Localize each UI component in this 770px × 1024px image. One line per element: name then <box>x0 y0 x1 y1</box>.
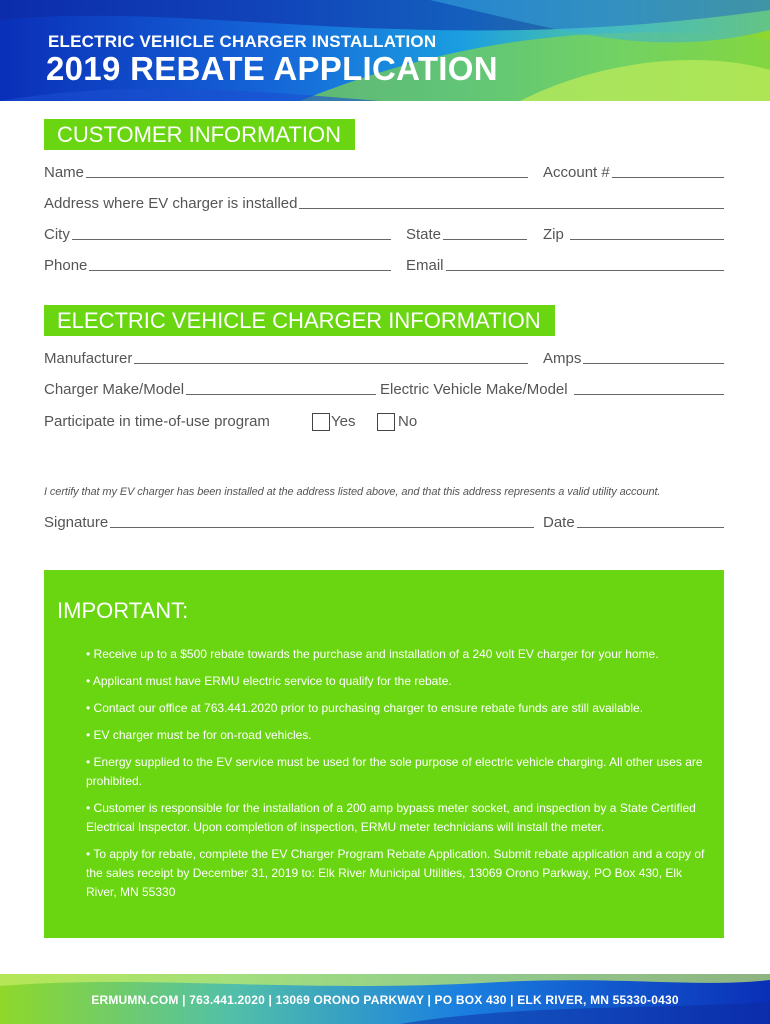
important-box <box>44 570 724 938</box>
date-field[interactable] <box>543 514 724 531</box>
manufacturer-line[interactable] <box>134 362 528 364</box>
account-line[interactable] <box>612 176 724 178</box>
zip-label: Zip <box>543 226 564 243</box>
ev-model-label: Electric Vehicle Make/Model <box>380 381 568 398</box>
manufacturer-field[interactable] <box>44 350 528 367</box>
important-item: • To apply for rebate, complete the EV Charger Program Rebate Application. Submit rebate application and a copy of the sales receipt by December 31, 2019 to: Elk River Municipal Utilities, 13069 Orono Parkway, PO Box 430, Elk River, MN 55330 <box>86 847 705 899</box>
header-title: 2019 REBATE APPLICATION <box>46 50 498 87</box>
important-item: • Receive up to a $500 rebate towards the purchase and installation of a 240 volt EV charger for your home. <box>86 647 659 661</box>
state-label: State <box>406 226 442 243</box>
yes-label: Yes <box>331 413 356 430</box>
date-line[interactable] <box>577 526 724 528</box>
no-checkbox[interactable] <box>377 413 395 431</box>
phone-line[interactable] <box>89 269 391 271</box>
zip-field[interactable] <box>543 226 724 243</box>
footer-banner <box>0 974 770 1024</box>
header-subtitle: ELECTRIC VEHICLE CHARGER INSTALLATION <box>48 32 437 51</box>
city-line[interactable] <box>72 238 391 240</box>
amps-field[interactable] <box>543 350 724 367</box>
important-item: • Customer is responsible for the installation of a 200 amp bypass meter socket, and inspection by a State Certified Electrical Inspector. Upon completion of inspection, ERMU meter technicians will install the meter. <box>86 801 696 834</box>
name-line[interactable] <box>86 176 528 178</box>
important-item: • Applicant must have ERMU electric service to qualify for the rebate. <box>86 674 452 688</box>
phone-label: Phone <box>44 257 88 274</box>
zip-line[interactable] <box>570 238 724 240</box>
certification-statement: I certify that my EV charger has been installed at the address listed above, and that this address represents a valid utility account. <box>44 486 661 498</box>
amps-line[interactable] <box>583 362 724 364</box>
email-label: Email <box>406 257 444 274</box>
charger-model-field[interactable] <box>44 381 376 398</box>
ev-model-field[interactable] <box>380 381 724 398</box>
account-field[interactable] <box>543 164 724 181</box>
important-list <box>86 645 716 910</box>
important-heading: IMPORTANT: <box>57 598 189 623</box>
account-label: Account # <box>543 164 610 181</box>
charger-model-line[interactable] <box>186 393 376 395</box>
footer-contact-info: ERMUMN.COM | 763.441.2020 | 13069 ORONO PARKWAY | PO BOX 430 | ELK RIVER, MN 55330-0430 <box>91 993 679 1007</box>
name-field[interactable] <box>44 164 528 181</box>
email-line[interactable] <box>446 269 724 271</box>
phone-field[interactable] <box>44 257 391 274</box>
no-label: No <box>398 413 418 430</box>
city-label: City <box>44 226 70 243</box>
important-item: • EV charger must be for on-road vehicles. <box>86 728 312 742</box>
email-field[interactable] <box>406 257 724 274</box>
city-field[interactable] <box>44 226 391 243</box>
address-line[interactable] <box>299 207 724 209</box>
signature-field[interactable] <box>44 514 534 531</box>
state-field[interactable] <box>406 226 527 243</box>
header-banner <box>0 0 770 101</box>
signature-label: Signature <box>44 514 109 531</box>
address-label: Address where EV charger is installed <box>44 195 298 212</box>
customer-info-heading: CUSTOMER INFORMATION <box>44 119 355 150</box>
amps-label: Amps <box>543 350 582 367</box>
yes-checkbox[interactable] <box>312 413 330 431</box>
ev-model-line[interactable] <box>574 393 724 395</box>
manufacturer-label: Manufacturer <box>44 350 133 367</box>
address-field[interactable] <box>44 195 724 212</box>
name-label: Name <box>44 164 85 181</box>
state-line[interactable] <box>443 238 527 240</box>
charger-info-heading: ELECTRIC VEHICLE CHARGER INFORMATION <box>44 305 555 336</box>
charger-model-label: Charger Make/Model <box>44 381 185 398</box>
signature-line[interactable] <box>110 526 534 528</box>
important-item: • Contact our office at 763.441.2020 prior to purchasing charger to ensure rebate funds are still available. <box>86 701 643 715</box>
important-item: • Energy supplied to the EV service must be used for the sole purpose of electric vehicle charging. All other uses are prohibited. <box>86 755 703 788</box>
date-label: Date <box>543 514 575 531</box>
tou-label: Participate in time-of-use program <box>44 413 270 430</box>
